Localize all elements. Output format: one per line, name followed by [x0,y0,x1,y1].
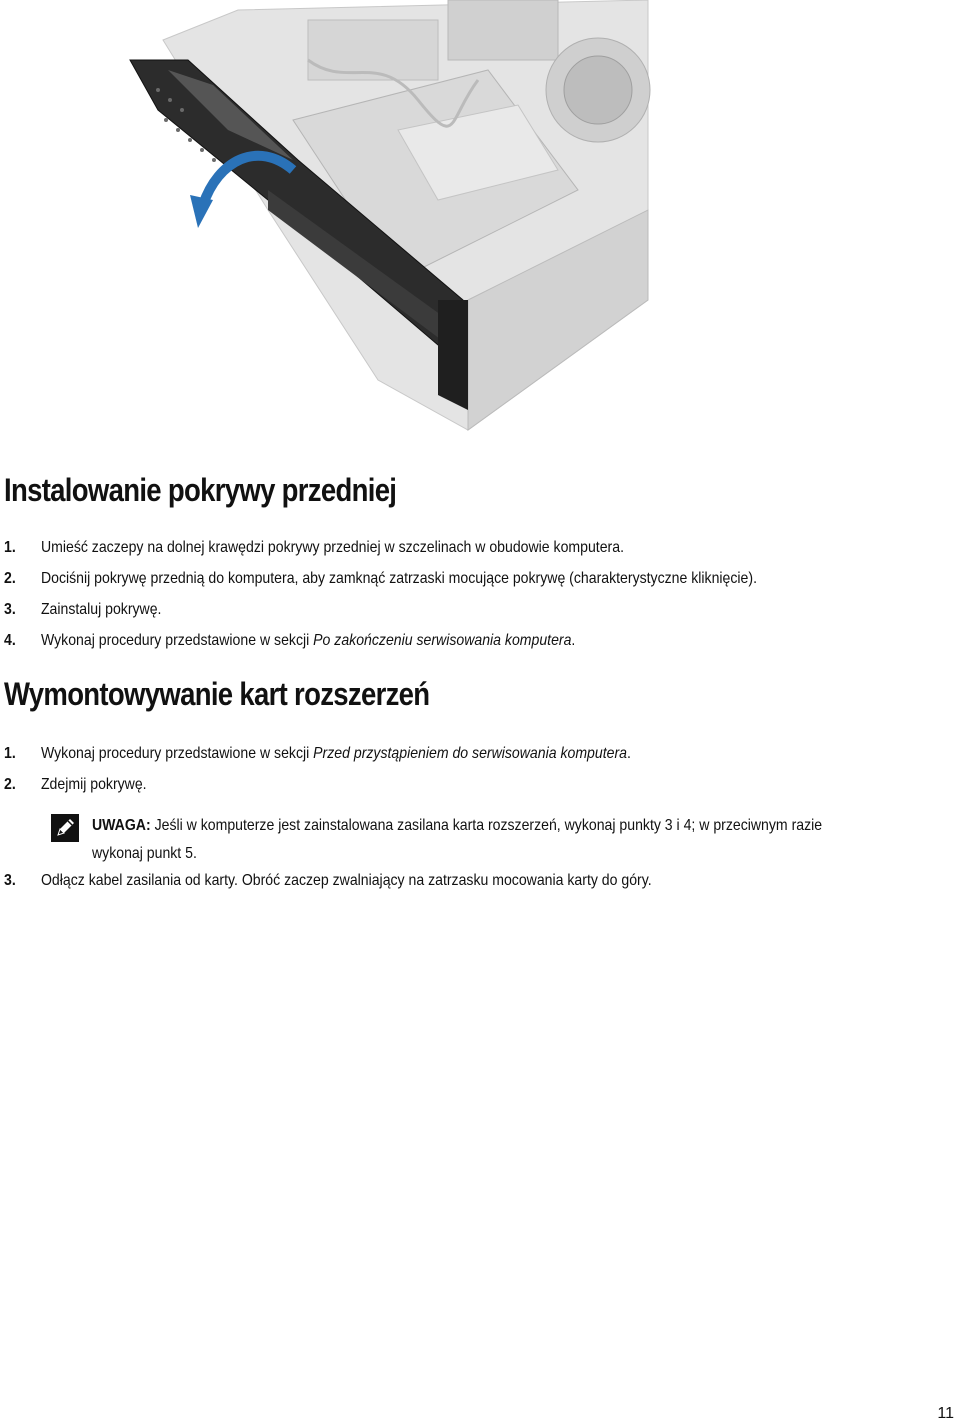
note-pencil-icon [50,813,80,843]
note-block [92,812,954,868]
step-number: 4. [4,632,16,649]
step-number: 3. [4,601,16,618]
note-text-line1: Jeśli w komputerze jest zainstalowana zasilana karta rozszerzeń, wykonaj punkty 3 i 4; w przeciwnym razie [150,817,823,834]
section-link-before-service[interactable]: Przed przystąpieniem do serwisowania komputera [313,745,627,762]
step-text: Dociśnij pokrywę przednią do komputera, aby zamknąć zatrzaski mocujące pokrywę (charakterystyczne kliknięcie). [40,570,757,587]
section-title-install: Instalowanie pokrywy przedniej [4,472,397,508]
step-number: 2. [4,776,16,793]
step-text: Zdejmij pokrywę. [40,776,147,793]
note-text-line2: wykonaj punkt 5. [92,845,197,862]
step-number: 1. [4,745,16,762]
remove-step-2 [4,776,147,794]
step-text: Umieść zaczepy na dolnej krawędzi pokrywy przedniej w szczelinach w obudowie komputera. [40,539,624,556]
install-step-1 [4,539,624,557]
computer-bezel-illustration [118,0,658,432]
step-number: 3. [4,872,16,889]
page-number: 11 [937,1405,954,1422]
section-link-after-service[interactable]: Po zakończeniu serwisowania komputera [313,632,572,649]
section-title-remove: Wymontowywanie kart rozszerzeń [4,676,430,712]
install-step-2 [4,570,757,588]
remove-step-1 [4,745,631,763]
step-text: Zainstaluj pokrywę. [40,601,162,618]
step-number: 1. [4,539,16,556]
step-text: Odłącz kabel zasilania od karty. Obróć zaczep zwalniający na zatrzasku mocowania karty do góry. [40,872,652,889]
step-number: 2. [4,570,16,587]
note-label: UWAGA: [92,817,151,834]
install-step-3 [4,601,161,619]
remove-step-3 [4,872,652,890]
install-step-4 [4,632,575,650]
step-text: Wykonaj procedury przedstawione w sekcji [40,745,314,762]
step-text: Wykonaj procedury przedstawione w sekcji [40,632,314,649]
step-suffix: . [571,632,576,649]
step-suffix: . [626,745,631,762]
